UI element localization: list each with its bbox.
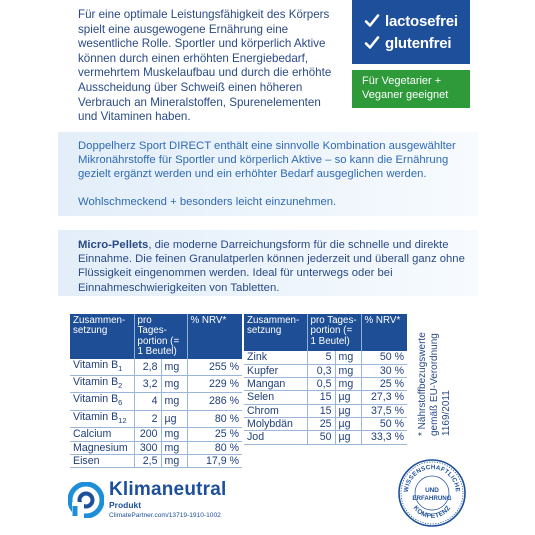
table-header-row bbox=[70, 314, 242, 359]
vegan-badge-line1: Für Vegetarier + bbox=[362, 75, 442, 87]
nutrient-name: Mangan bbox=[244, 378, 307, 391]
nutrient-nrv: 286 % bbox=[187, 393, 242, 410]
nutrient-nrv: 255 % bbox=[187, 359, 242, 376]
nutrient-name: Selen bbox=[244, 391, 307, 404]
nutrient-nrv: 229 % bbox=[187, 376, 242, 393]
climate-partner-logo-icon bbox=[68, 482, 104, 518]
nutrient-name-text: Vitamin B bbox=[73, 376, 119, 389]
nutrient-name bbox=[70, 441, 134, 454]
nutrient-unit: mg bbox=[161, 376, 187, 393]
table-row bbox=[70, 410, 242, 427]
check-icon bbox=[364, 13, 380, 29]
nutrient-subscript: 12 bbox=[118, 415, 127, 425]
table-row bbox=[70, 359, 242, 376]
lactose-free-label: lactosefrei bbox=[385, 12, 458, 30]
header-nrv: % NRV* bbox=[361, 314, 407, 351]
check-icon bbox=[364, 35, 380, 51]
pellets-text bbox=[78, 238, 470, 295]
nutrient-name-text: Vitamin B bbox=[73, 410, 119, 423]
nutrient-amount: 3,2 bbox=[134, 376, 161, 393]
nutrient-unit: mg bbox=[161, 454, 187, 467]
table-row bbox=[70, 454, 242, 467]
competence-seal bbox=[397, 458, 467, 528]
table-row bbox=[244, 391, 407, 404]
nutrient-amount: 300 bbox=[134, 441, 161, 454]
nutrient-nrv: 17,9 % bbox=[187, 454, 242, 467]
seal-mid-text-1: UND bbox=[425, 487, 439, 494]
pellets-description: , die moderne Darreichungsform für die schnelle und direkte Einnahme. Die feinen Granulatperlen können jederzeit und überall ganz ohne Flüssigkeit eingenommen werden. Ideal für unterwegs oder bei Einnahmeschwierigkeiten von Tabletten. bbox=[78, 239, 465, 294]
nutrient-name: Molybdän bbox=[244, 417, 307, 430]
nutrient-nrv: 27,3 % bbox=[361, 391, 407, 404]
nutrient-table-right bbox=[244, 314, 407, 445]
nutrient-name-text: Vitamin B bbox=[73, 358, 119, 371]
nutrient-name bbox=[70, 454, 134, 467]
nutrient-amount: 2,8 bbox=[134, 359, 161, 376]
nutrient-unit: mg bbox=[335, 364, 361, 377]
table-row bbox=[244, 351, 407, 364]
product-info-panel bbox=[58, 132, 478, 216]
nrv-footnote bbox=[407, 318, 452, 436]
nutrient-name-text: Magnesium bbox=[73, 441, 128, 454]
climate-neutral-subtitle: Produkt bbox=[109, 500, 142, 510]
nutrient-nrv: 30 % bbox=[361, 364, 407, 377]
table-header-row bbox=[244, 314, 407, 351]
nutrient-table-left bbox=[70, 314, 242, 468]
nutrient-amount: 0,5 bbox=[307, 378, 335, 391]
header-composition: Zusammen-setzung bbox=[244, 314, 307, 351]
nutrient-amount: 15 bbox=[307, 391, 335, 404]
nutrient-unit: mg bbox=[161, 393, 187, 410]
nutrient-nrv: 50 % bbox=[361, 417, 407, 430]
seal-top-text: WISSENSCHAFTLICHE bbox=[402, 463, 462, 493]
climate-partner-id: ClimatePartner.com/13719-1910-1002 bbox=[109, 512, 221, 519]
nutrient-amount: 0,3 bbox=[307, 364, 335, 377]
nutrient-subscript: 1 bbox=[118, 363, 123, 373]
nutrient-name: Jod bbox=[244, 431, 307, 444]
nutrient-nrv: 50 % bbox=[361, 351, 407, 364]
nutrient-unit: mg bbox=[161, 428, 187, 441]
table-row bbox=[70, 376, 242, 393]
table-row bbox=[70, 428, 242, 441]
nutrient-unit: µg bbox=[161, 410, 187, 427]
table-row bbox=[244, 364, 407, 377]
header-composition: Zusammen-setzung bbox=[70, 314, 134, 359]
nrv-footnote-text: * Nährstoffbezugswerte gemäß EU-Verordnung 1169/2011 bbox=[417, 332, 452, 436]
nutrient-name-text: Calcium bbox=[73, 428, 112, 441]
product-taste-text: Wohlschmeckend + besonders leicht einzunehmen. bbox=[78, 196, 337, 208]
climate-neutral-text-block bbox=[109, 480, 227, 520]
nutrient-name-text: Vitamin B bbox=[73, 393, 119, 406]
lactose-free-row bbox=[364, 10, 470, 32]
gluten-free-row bbox=[364, 32, 470, 54]
nutrient-name bbox=[70, 410, 134, 427]
product-info-text: Doppelherz Sport DIRECT enthält eine sinnvolle Kombination ausgewählter Mikronährstoffe für Sportler und körperlich Aktive – so kann die Ernährung gezielt ergänzt werden und ein erhöhter Bedarf ausgeglichen werden. bbox=[78, 140, 456, 181]
nutrient-nrv: 25 % bbox=[361, 378, 407, 391]
nutrient-unit: µg bbox=[335, 404, 361, 417]
table-row bbox=[244, 378, 407, 391]
seal-mid-text-2: ERFAHRUNG bbox=[412, 495, 452, 502]
vegan-badge-line2: Veganer geeignet bbox=[362, 88, 449, 101]
nutrient-nrv: 25 % bbox=[187, 428, 242, 441]
nutrient-name: Chrom bbox=[244, 404, 307, 417]
header-nrv: % NRV* bbox=[187, 314, 242, 359]
nutrient-amount: 50 bbox=[307, 431, 335, 444]
nutrient-unit: µg bbox=[335, 431, 361, 444]
nutrient-subscript: 6 bbox=[118, 398, 123, 408]
nutrient-nrv: 37,5 % bbox=[361, 404, 407, 417]
nutrient-subscript: 2 bbox=[118, 381, 123, 391]
seal-bottom-text: KOMPETENZ bbox=[411, 504, 453, 521]
climate-neutral-title: Klimaneutral bbox=[109, 479, 227, 500]
nutrient-name bbox=[70, 359, 134, 376]
nutrient-amount: 200 bbox=[134, 428, 161, 441]
header-daily-portion: pro Tages-portion (= 1 Beutel) bbox=[134, 314, 187, 359]
nutrient-name-text: Eisen bbox=[73, 454, 100, 467]
nutrient-unit: mg bbox=[161, 359, 187, 376]
nutrient-unit: mg bbox=[335, 351, 361, 364]
table-row bbox=[70, 441, 242, 454]
nutrient-unit: mg bbox=[335, 378, 361, 391]
nutrient-amount: 2 bbox=[134, 410, 161, 427]
table-row bbox=[70, 393, 242, 410]
gluten-free-label: glutenfrei bbox=[385, 34, 452, 52]
free-from-badge bbox=[352, 0, 470, 64]
pellets-title: Micro-Pellets bbox=[78, 239, 149, 251]
nutrient-amount: 15 bbox=[307, 404, 335, 417]
nutrient-nrv: 80 % bbox=[187, 410, 242, 427]
intro-text: Für eine optimale Leistungsfähigkeit des Körpers spielt eine ausgewogene Ernährung eine wesentliche Rolle. Sportler und körperlich Aktive können durch einen erhöhten Energiebedarf, vermehrtem Muskelaufbau und durch die erhöhte Ausscheidung über Schweiß einen höheren Verbrauch an Mineralstoffen, Spurenelementen und Vitaminen haben. bbox=[78, 8, 332, 124]
table-row bbox=[244, 404, 407, 417]
nutrient-name: Zink bbox=[244, 351, 307, 364]
climate-neutral-label bbox=[68, 480, 227, 520]
nutrient-name bbox=[70, 428, 134, 441]
nutrient-amount: 25 bbox=[307, 417, 335, 430]
nutrient-amount: 5 bbox=[307, 351, 335, 364]
nutrient-name bbox=[70, 376, 134, 393]
vegan-badge bbox=[352, 70, 470, 108]
nutrient-name bbox=[70, 393, 134, 410]
nutrient-unit: mg bbox=[161, 441, 187, 454]
nutrient-nrv: 33,3 % bbox=[361, 431, 407, 444]
nutrient-amount: 2,5 bbox=[134, 454, 161, 467]
nutrient-unit: µg bbox=[335, 417, 361, 430]
table-row bbox=[244, 431, 407, 444]
nutrient-nrv: 80 % bbox=[187, 441, 242, 454]
table-row bbox=[244, 417, 407, 430]
nutrient-amount: 4 bbox=[134, 393, 161, 410]
nutrient-name: Kupfer bbox=[244, 364, 307, 377]
nutrient-unit: µg bbox=[335, 391, 361, 404]
header-daily-portion: pro Tages-portion (= 1 Beutel) bbox=[307, 314, 361, 351]
pellets-panel bbox=[58, 230, 478, 296]
